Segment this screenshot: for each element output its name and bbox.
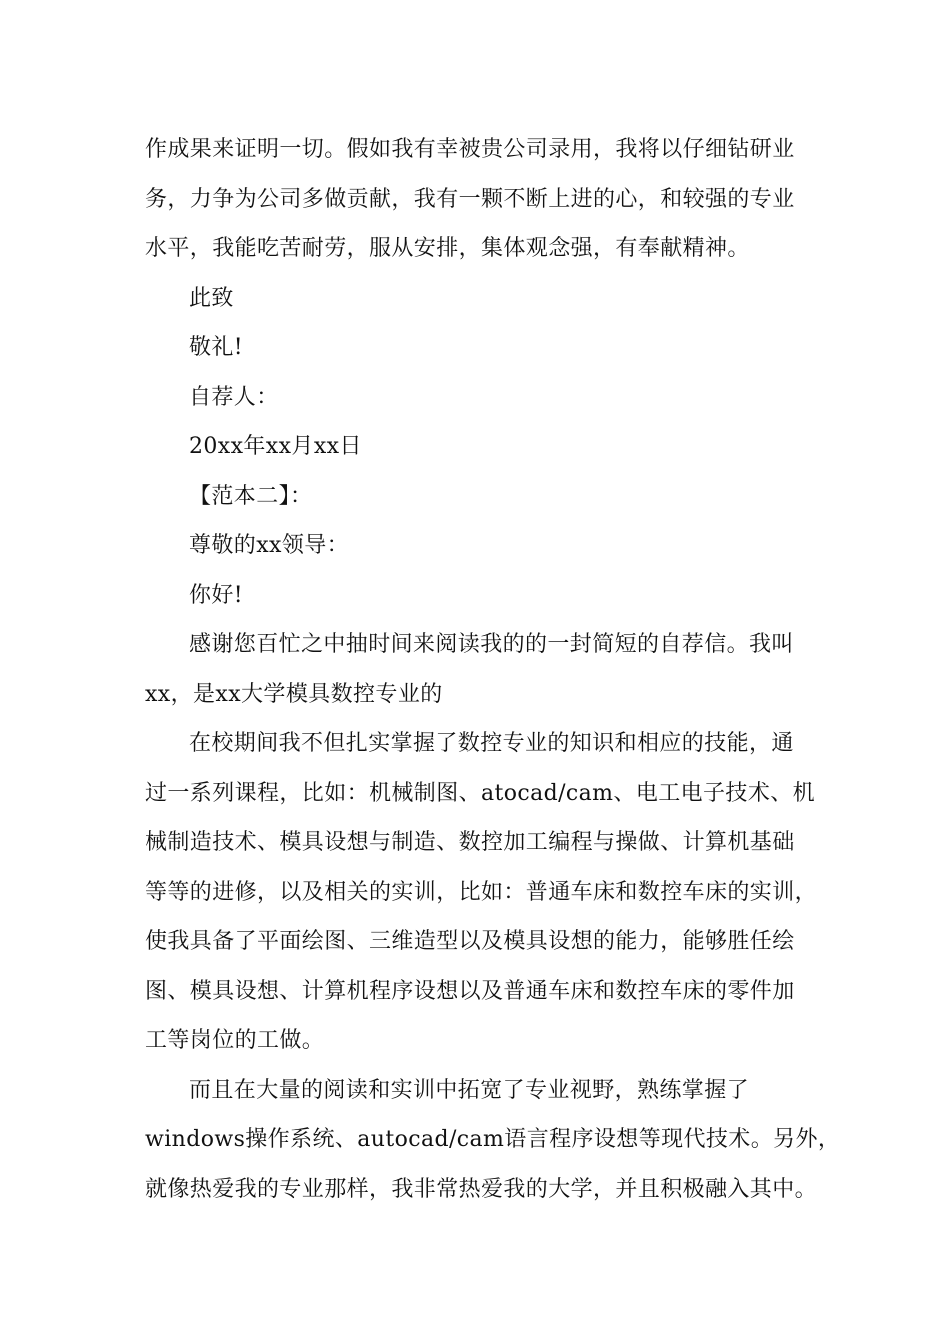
text-line: 务，力争为公司多做贡献，我有一颗不断上进的心，和较强的专业 [145, 186, 795, 212]
text-line: 而且在大量的阅读和实训中拓宽了专业视野，熟练掌握了 [189, 1077, 750, 1103]
text-line: 工等岗位的工做。 [145, 1028, 325, 1053]
closing-salutation: 此致 [189, 285, 234, 311]
text-line: 就像热爱我的专业那样，我非常热爱我的大学，并且积极融入其中。 [145, 1176, 818, 1202]
text-line: 感谢您百忙之中抽时间来阅读我的的一封简短的自荐信。我叫 [189, 632, 794, 657]
signature-label: 自荐人： [189, 384, 279, 410]
text-line: 过一系列课程，比如：机械制图、atocad/cam、电工电子技术、机 [145, 780, 816, 806]
text-line: 水平，我能吃苦耐劳，服从安排，集体观念强，有奉献精神。 [145, 236, 750, 261]
text-line: 等等的进修，以及相关的实训，比如：普通车床和数控车床的实训， [145, 879, 818, 905]
text-line: 械制造技术、模具设想与制造、数控加工编程与操做、计算机基础 [145, 830, 795, 855]
text-line: 图、模具设想、计算机程序设想以及普通车床和数控车床的零件加 [145, 978, 795, 1004]
document-body [145, 125, 841, 1214]
date-line: 20xx年xx月xx日 [189, 434, 362, 459]
section-heading: 【范本二】： [189, 483, 313, 509]
text-line: 作成果来证明一切。假如我有幸被贵公司录用，我将以仔细钻研业 [145, 137, 795, 162]
text-line: xx，是xx大学模具数控专业的 [145, 681, 443, 707]
closing-regards: 敬礼! [189, 335, 244, 360]
text-line: 使我具备了平面绘图、三维造型以及模具设想的能力，能够胜任绘 [145, 929, 795, 954]
text-line: windows操作系统、autocad/cam语言程序设想等现代技术。另外， [145, 1127, 841, 1152]
text-line: 在校期间我不但扎实掌握了数控专业的知识和相应的技能，通 [189, 731, 794, 756]
greeting: 你好! [189, 582, 244, 608]
greeting-recipient: 尊敬的xx领导： [189, 533, 350, 558]
